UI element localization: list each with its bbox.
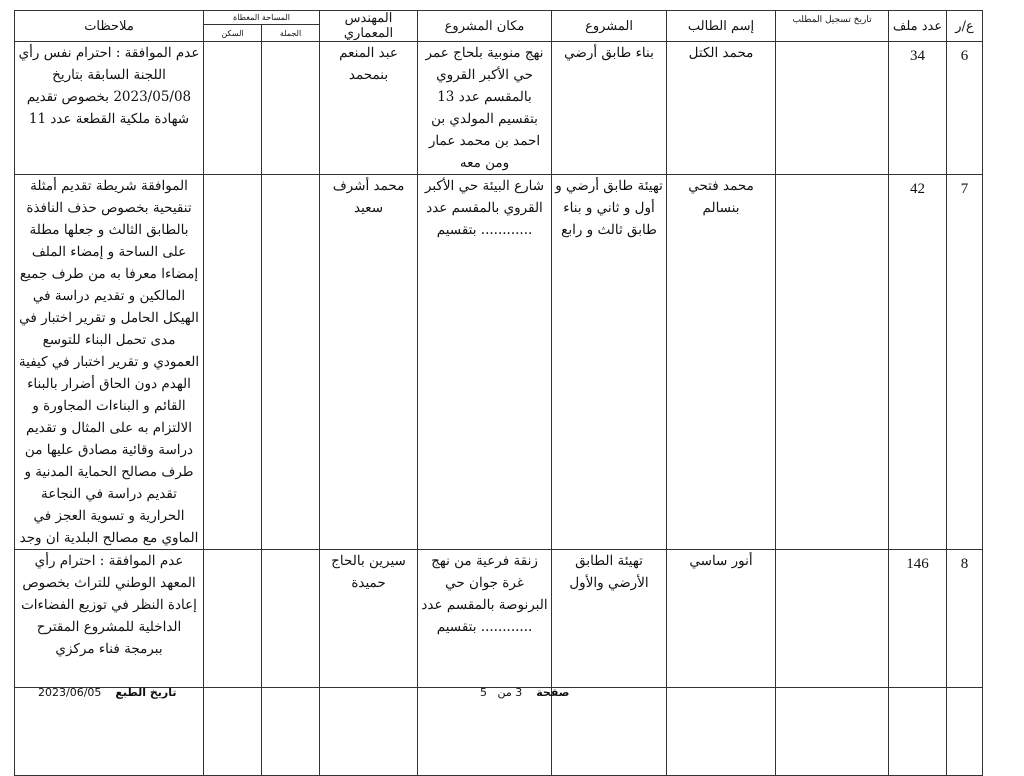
architect: سيرين بالحاج حميدة [320, 550, 418, 688]
project: تهيئة الطابق الأرضي والأول [552, 550, 667, 688]
applicant: محمد فتحي بنسالم [667, 175, 776, 550]
page-indicator [480, 686, 569, 699]
print-date: 2023/06/05 [38, 686, 102, 699]
project: تهيئة طابق أرضي و أول و ثاني و بناء طابق ثالث و رابع [552, 175, 667, 550]
project: بناء طابق أرضي [552, 42, 667, 175]
header-row-no: ع/ر [947, 11, 983, 42]
header-covered-total: الجملة [262, 25, 320, 42]
header-file-no: عدد ملف [889, 11, 947, 42]
file-no: 42 [889, 175, 947, 550]
applicant: أنور ساسي [667, 550, 776, 688]
file-no: 34 [889, 42, 947, 175]
table-row [15, 175, 983, 550]
covered-total [262, 175, 320, 550]
covered-housing [204, 42, 262, 175]
notes: الموافقة شريطة تقديم أمثلة تنقيحية بخصوص حذف النافذة بالطابق الثالث و جعلها مطلة على الساحة و إمضاء الملف إمضاءا معرفا به من طرف جميع المالكين و تقديم دراسة في الهيكل الحامل و تقرير اختبار في مدى تحمل البناء للتوسع العمودي و تقرير اختبار في كيفية الهدم دون الحاق أضرار بالبناء القائم و البناءات المجاورة و الالتزام به على المثال و تقديم دراسة وقائية مصادق عليها من طرف مصالح الحماية المدنية و تقديم دراسة في النجاعة الحرارية و تسوية العجز في الماوي مع مصالح البلدية ان وجد [15, 175, 204, 550]
header-location: مكان المشروع [418, 11, 552, 42]
table-row [15, 550, 983, 688]
page-current: 3 [515, 686, 523, 699]
header-covered-area: المساحة المغطاة [204, 11, 320, 25]
architect: محمد أشرف سعيد [320, 175, 418, 550]
page-label: صفحة [536, 686, 570, 699]
covered-total [262, 42, 320, 175]
covered-total [262, 550, 320, 688]
notes: عدم الموافقة : احترام نفس رأي اللجنة السابقة بتاريخ 2023/05/08 بخصوص تقديم شهادة ملكية القطعة عدد 11 [15, 42, 204, 175]
reg-date [776, 42, 889, 175]
applicant: محمد الكتل [667, 42, 776, 175]
notes: عدم الموافقة : احترام رأي المعهد الوطني للتراث بخصوص إعادة النظر في توزيع الفضاءات الداخلية للمشروع المقترح ببرمجة فناء مركزي [15, 550, 204, 688]
architect: عبد المنعم بنمحمد [320, 42, 418, 175]
print-date-label: تاريخ الطبع [115, 686, 177, 699]
row-no: 6 [947, 42, 983, 175]
header-reg-date: تاريخ تسجيل المطلب [776, 11, 889, 42]
header-covered-housing: السكن [204, 25, 262, 42]
header-notes: ملاحظات [15, 11, 204, 42]
covered-housing [204, 550, 262, 688]
table-row [15, 42, 983, 175]
page-total: 5 [480, 686, 487, 699]
row-no: 8 [947, 550, 983, 688]
permits-table [14, 10, 983, 776]
reg-date [776, 175, 889, 550]
file-no: 146 [889, 550, 947, 688]
page-of: من [497, 686, 512, 699]
header-project: المشروع [552, 11, 667, 42]
covered-housing [204, 175, 262, 550]
header-architect: المهندس المعماري [320, 11, 418, 42]
header-row [15, 11, 983, 25]
document-sheet [14, 10, 982, 776]
row-no: 7 [947, 175, 983, 550]
location: شارع البيئة حي الأكبر القروي بالمقسم عدد ............ بتقسيم [418, 175, 552, 550]
location: نهج منوبية بلحاج عمر حي الأكبر القروي بالمقسم عدد 13 بتقسيم المولدي بن احمد بن محمد عمار ومن معه [418, 42, 552, 175]
reg-date [776, 550, 889, 688]
location: زنقة فرعية من نهج غرة جوان حي البرنوصة بالمقسم عدد ............ بتقسيم [418, 550, 552, 688]
header-applicant: إسم الطالب [667, 11, 776, 42]
print-date-block [38, 686, 177, 699]
page-footer [0, 686, 1024, 706]
